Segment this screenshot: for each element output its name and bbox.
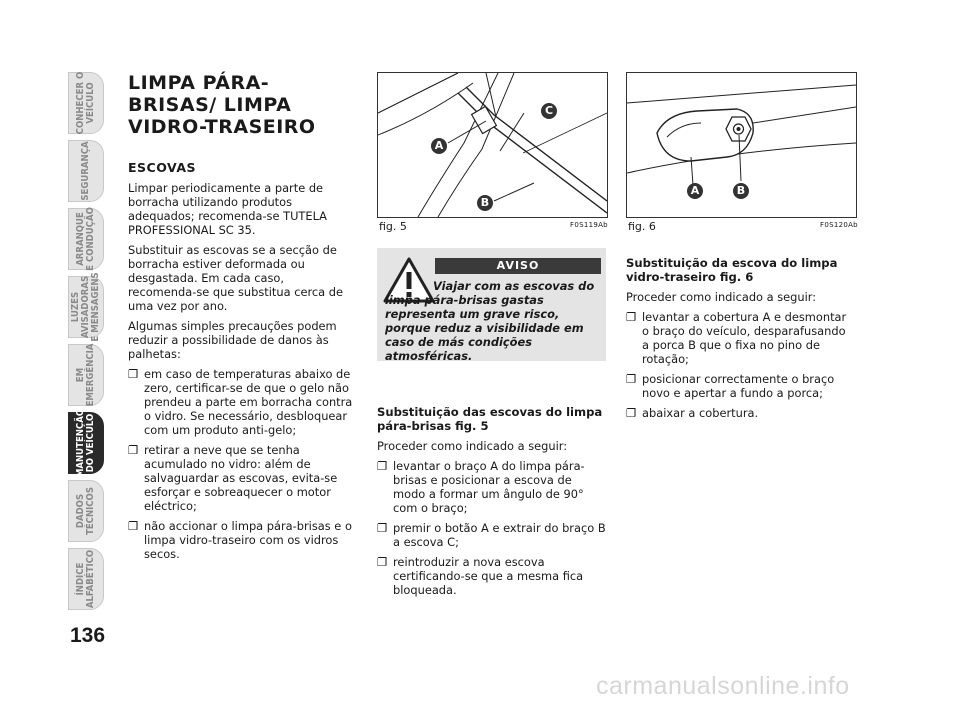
- paragraph: Algumas simples precauções podem reduzir a possibilidade de danos às palhetas:: [128, 319, 337, 361]
- bullet-marker: ❐: [128, 367, 139, 381]
- list-item: [377, 459, 606, 515]
- list-item: [377, 555, 606, 597]
- list-item-text: abaixar a cobertura.: [642, 406, 759, 420]
- list-item-text: retirar a neve que se tenha acumulado no vidro: além de salvaguardar as escovas, evita-se esforçar e sobreaquecer o motor eléctrico;: [144, 443, 338, 513]
- list-item: [626, 310, 855, 366]
- bullet-marker: ❐: [128, 443, 139, 457]
- figure-5-caption: fig. 5: [379, 220, 407, 233]
- label-b: B: [480, 196, 490, 209]
- warning-title: AVISO: [435, 258, 601, 274]
- label-b-marker: [733, 183, 749, 199]
- sidebar-tab-dados[interactable]: [68, 480, 104, 542]
- list-item: [128, 367, 355, 437]
- left-column: [128, 72, 355, 567]
- paragraph: Substituir as escovas se a secção de borracha estiver deformada ou desgastada. Em cada caso, recomenda-se que substitua cerca de uma vez por ano.: [128, 243, 343, 313]
- sidebar-tab-luzes[interactable]: [68, 272, 104, 342]
- sidebar-tab-label: LUZES AVISADORAS E MENSAGENS: [70, 272, 101, 342]
- paragraph: Proceder como indicado a seguir:: [626, 290, 817, 304]
- list-item: [377, 521, 606, 549]
- figure-6-code: F0S120Ab: [820, 221, 858, 229]
- middle-column: [377, 405, 606, 603]
- list-item: [128, 443, 355, 513]
- list-item-text: levantar a cobertura A e desmontar o braço do veículo, desparafusando a porca B que o fixa no pino de rotação;: [642, 310, 847, 366]
- sidebar-tab-label: CONHECER O VEÍCULO: [75, 71, 96, 135]
- bullet-marker: ❐: [377, 459, 388, 473]
- sidebar-tab-arranque[interactable]: [68, 208, 104, 270]
- bullet-marker: ❐: [377, 521, 388, 535]
- bullet-marker: ❐: [377, 555, 388, 569]
- label-a-marker: [431, 138, 447, 154]
- page-number: 136: [70, 624, 106, 647]
- bullet-marker: ❐: [626, 310, 637, 324]
- figure-5-image: [377, 72, 608, 218]
- warning-box: [377, 248, 606, 361]
- section-heading: ESCOVAS: [128, 160, 197, 175]
- figure-6-caption: fig. 6: [628, 220, 656, 233]
- list-item-text: posicionar correctamente o braço novo e apertar a fundo a porca;: [642, 372, 835, 400]
- sidebar-tab-label: ARRANQUE E CONDUÇÃO: [75, 207, 96, 271]
- bullet-marker: ❐: [626, 372, 637, 386]
- sidebar-tab-label: SEGURANÇA: [80, 141, 91, 201]
- list-item-text: levantar o braço A do limpa pára-brisas e posicionar a escova de modo a formar um ângulo de 90° com o braço;: [393, 459, 585, 515]
- sidebar-tab-seguranca[interactable]: [68, 140, 104, 202]
- sidebar-tab-conhecer[interactable]: [68, 72, 104, 134]
- paragraph: Proceder como indicado a seguir:: [377, 439, 568, 453]
- list-item-text: não accionar o limpa pára-brisas e o limpa vidro-traseiro com os vidros secos.: [144, 519, 352, 561]
- wiper-blade-illustration: [378, 73, 607, 217]
- footer-watermark: carmanualsonline.info: [596, 672, 850, 700]
- figure-5-code: F0S119Ab: [570, 221, 608, 229]
- sidebar-tab-label: MANUTENÇÃO DO VEÍCULO: [75, 408, 96, 478]
- sidebar-tab-indice[interactable]: [68, 548, 104, 610]
- label-b: B: [736, 184, 746, 197]
- list-item-text: em caso de temperaturas abaixo de zero, certificar-se de que o gelo não prendeu a parte em borracha contra o vidro. Se necessário, desbloquear com um produto anti-gelo;: [144, 367, 353, 437]
- sidebar-tab-label: EM EMERGÊNCIA: [75, 343, 96, 407]
- label-b-marker: [477, 195, 493, 211]
- bullet-list: [377, 459, 606, 597]
- sidebar-tab-manutencao[interactable]: [68, 408, 104, 478]
- section-heading: Substituição das escovas do limpa pára-brisas fig. 5: [377, 405, 603, 433]
- bullet-marker: ❐: [128, 519, 139, 533]
- label-a: A: [434, 139, 444, 152]
- bullet-list: [128, 367, 355, 561]
- list-item: [128, 519, 355, 561]
- label-c-marker: [541, 103, 557, 119]
- sidebar-tab-emergencia[interactable]: [68, 344, 104, 406]
- list-item: [626, 406, 855, 420]
- label-a: A: [690, 184, 700, 197]
- bullet-list: [626, 310, 855, 420]
- page-title: LIMPA PÁRA-BRISAS/ LIMPA VIDRO-TRASEIRO: [128, 72, 316, 138]
- section-heading: Substituição da escova do limpa vidro-traseiro fig. 6: [626, 256, 838, 284]
- right-column: [626, 256, 855, 426]
- list-item-text: premir o botão A e extrair do braço B a escova C;: [393, 521, 606, 549]
- sidebar-tab-label: DADOS TÉCNICOS: [75, 487, 96, 535]
- figure-6-image: [626, 72, 857, 218]
- warning-text: Viajar com as escovas do limpa pára-brisas gastas representa um grave risco, porque reduz a visibilidade em caso de más condições atmosféricas.: [385, 279, 595, 363]
- bullet-marker: ❐: [626, 406, 637, 420]
- list-item-text: reintroduzir a nova escova certificando-se que a mesma fica bloqueada.: [393, 555, 584, 597]
- paragraph: Limpar periodicamente a parte de borracha utilizando produtos adequados; recomenda-se TUTELA PROFESSIONAL SC 35.: [128, 181, 327, 237]
- label-c: C: [544, 104, 554, 117]
- label-a-marker: [687, 183, 703, 199]
- list-item: [626, 372, 855, 400]
- sidebar-tab-label: ÍNDICE ALFABÉTICO: [75, 549, 96, 609]
